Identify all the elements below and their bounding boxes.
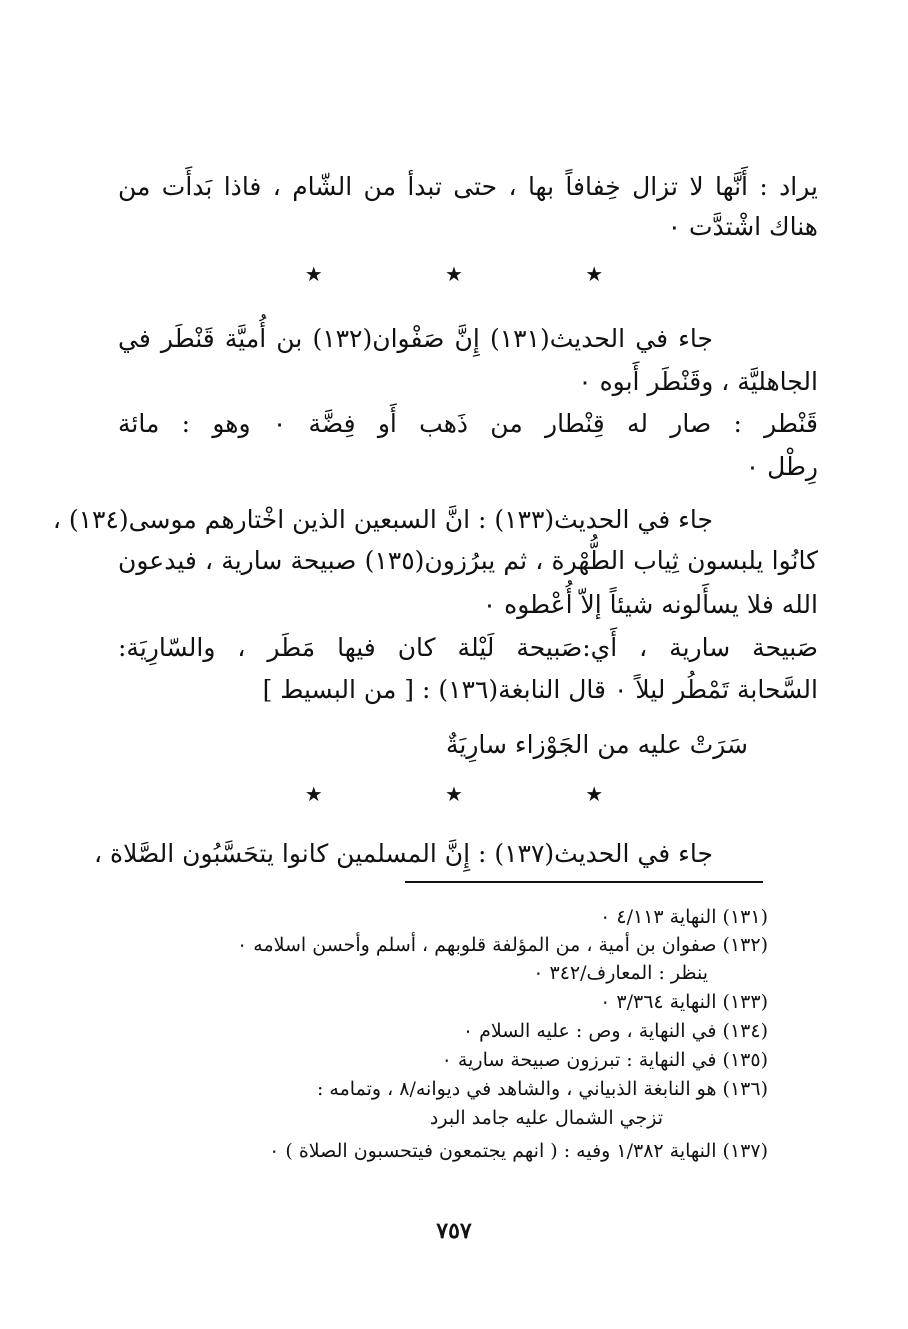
footnote-136: (١٣٦) هو النابغة الذبياني ، والشاهد في ديوانه/٨ ، وتمامه : <box>316 1078 768 1100</box>
footnote-135: (١٣٥) في النهاية : تبرزون صبيحة سارية ٠ <box>441 1049 768 1071</box>
section-divider-stars: ★ ★ ★ <box>304 262 662 286</box>
section2-line-3: قَنْطر : صار له قِنْطار من ذَهب أَو فِضَّة ٠ وهو : مائة <box>118 409 818 438</box>
section3-line-1: جاء في الحديث(١٣٣) : انَّ السبعين الذين اخْتارهم موسى(١٣٤) ، <box>52 505 713 534</box>
poem-verse: سَرَتْ عليه من الجَوْزاء سارِيَةٌ <box>445 730 748 759</box>
footnote-separator <box>405 881 763 883</box>
footnote-132: (١٣٢) صفوان بن أمية ، من المؤلفة قلوبهم ، أسلم وأحسن اسلامه ٠ <box>237 934 768 956</box>
footnote-132-cont: ينظر : المعارف/٣٤٢ ٠ <box>533 962 708 984</box>
section2-line-1: جاء في الحديث(١٣١) إِنَّ صَفْوان(١٣٢) بن أُميَّة قَنْطَر في <box>118 324 713 353</box>
section3-line-4: صَبيحة سارية ، أَي:صَبيحة لَيْلة كان فيها مَطَر ، والسّارِيَة: <box>118 633 818 662</box>
section2-line-4: رِطْل ٠ <box>745 452 818 481</box>
section4-line-1: جاء في الحديث(١٣٧) : إِنَّ المسلمين كانوا يتحَسَّبُون الصَّلاة ، <box>93 839 713 868</box>
section-divider-stars-2: ★ ★ ★ <box>304 782 662 806</box>
footnote-136-cont: تزجي الشمال عليه جامد البرد <box>429 1107 663 1129</box>
body-line-1: يراد : أَنَّها لا تزال خِفافاً بها ، حتى تبدأ من الشّام ، فاذا بَدأَت من <box>118 172 818 201</box>
footnote-134: (١٣٤) في النهاية ، وص : عليه السلام ٠ <box>462 1020 768 1042</box>
section3-line-3: الله فلا يسأَلونه شيئاً إلاّ أُعْطوه ٠ <box>482 590 818 619</box>
footnote-131: (١٣١) النهاية ٤/١١٣ ٠ <box>600 906 768 928</box>
body-line-2: هناك اشْتدَّت ٠ <box>667 212 818 241</box>
section3-line-5: السَّحابة تَمْطُر ليلاً ٠ قال النابغة(١٣٦) : [ من البسيط ] <box>262 675 818 704</box>
footnote-137: (١٣٧) النهاية ١/٣٨٢ وفيه : ( انهم يجتمعون فيتحسبون الصلاة ) ٠ <box>269 1140 768 1162</box>
section3-line-2: كانُوا يلبسون ثِياب الطُّهْرة ، ثم يبرُزون(١٣٥) صبيحة سارية ، فيدعون <box>118 546 819 575</box>
page-number: ٧٥٧ <box>436 1218 472 1244</box>
footnote-133: (١٣٣) النهاية ٣/٣٦٤ ٠ <box>600 991 768 1013</box>
section2-line-2: الجاهليَّة ، وقَنْطَر أَبوه ٠ <box>578 367 818 396</box>
